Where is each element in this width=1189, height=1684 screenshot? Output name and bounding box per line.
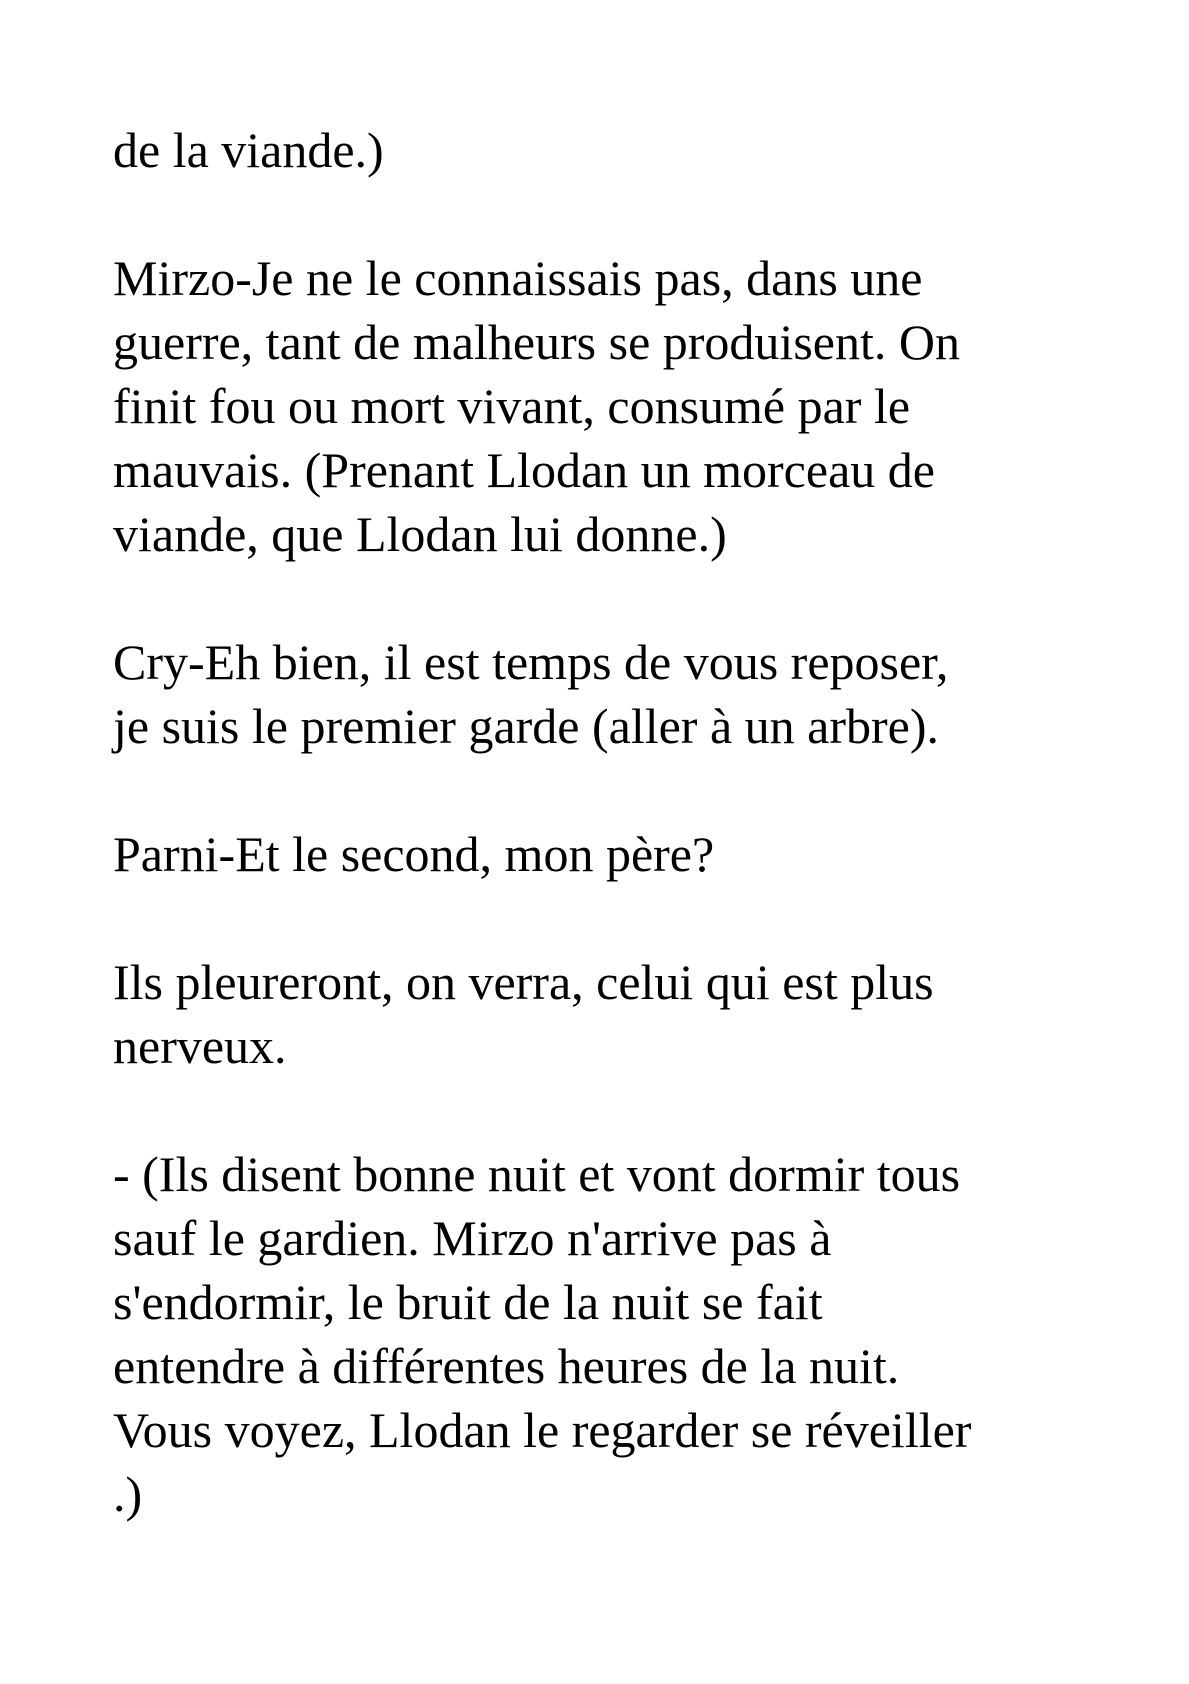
paragraph-mirzo: Mirzo-Je ne le connaissais pas, dans une guerre, tant de malheurs se produisent. On finit fou ou mort vivant, consumé par le mauvais. (Prenant Llodan un morceau de viande, que Llodan lui donne.)	[113, 250, 960, 562]
paragraph-parni: Parni-Et le second, mon père?	[113, 826, 715, 882]
paragraph-response: Ils pleureront, on verra, celui qui est plus nerveux.	[113, 954, 934, 1074]
paragraph-continuation: de la viande.)	[113, 122, 384, 178]
paragraph-stage-direction: - (Ils disent bonne nuit et vont dormir tous sauf le gardien. Mirzo n'arrive pas à s'endormir, le bruit de la nuit se fait entendre à différentes heures de la nuit. Vous voyez, Llodan le regarder se réveiller .)	[113, 1146, 972, 1522]
paragraph-cry: Cry-Eh bien, il est temps de vous reposer, je suis le premier garde (aller à un arbre).	[113, 634, 949, 754]
